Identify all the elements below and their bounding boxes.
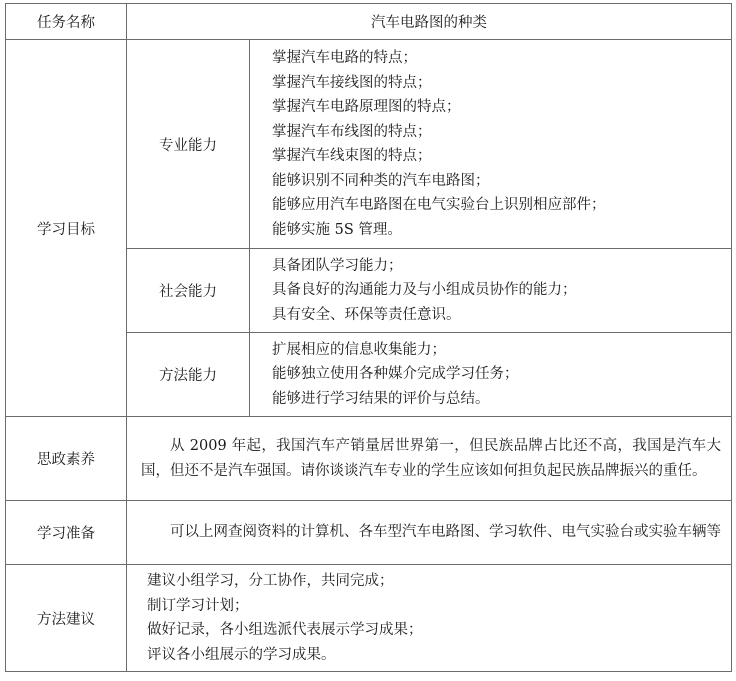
list-item: 扩展相应的信息收集能力；	[272, 341, 446, 358]
preparation-label: 学习准备	[6, 501, 127, 565]
social-ability-label: 社会能力	[127, 249, 250, 333]
list-item: 能够进行学习结果的评价与总结。	[272, 390, 490, 407]
suggestions-row	[6, 565, 732, 672]
list-item: 掌握汽车电路原理图的特点；	[272, 99, 461, 115]
list-item: 制订学习计划；	[147, 597, 249, 614]
learning-objectives-label: 学习目标	[6, 40, 127, 417]
method-suggestions-label: 方法建议	[6, 565, 127, 672]
list-item: 做好记录，各小组选派代表展示学习成果；	[147, 622, 423, 638]
list-item: 能够实施 5S 管理。	[272, 221, 402, 238]
preparation-row	[6, 501, 732, 565]
header-row	[6, 4, 732, 40]
task-name-label: 任务名称	[6, 4, 127, 40]
list-item: 具备良好的沟通能力及与小组成员协作的能力；	[272, 282, 577, 299]
ideology-row	[6, 417, 732, 501]
list-item: 掌握汽车接线图的特点；	[272, 74, 432, 91]
task-table	[5, 3, 732, 672]
professional-ability-label: 专业能力	[127, 40, 250, 249]
professional-ability-list	[250, 40, 732, 249]
preparation-text: 可以上网查阅资料的计算机、各车型汽车电路图、学习软件、电气实验台或实验车辆等	[170, 524, 721, 540]
method-ability-label: 方法能力	[127, 333, 250, 417]
list-item: 掌握汽车线束图的特点；	[272, 148, 432, 164]
ideology-label: 思政素养	[6, 417, 127, 501]
list-item: 具有安全、环保等责任意识。	[272, 306, 461, 323]
method-ability-list	[250, 333, 732, 417]
preparation-cell	[127, 501, 732, 565]
task-title: 汽车电路图的种类	[127, 4, 732, 40]
ideology-text: 从 2009 年起，我国汽车产销量居世界第一，但民族品牌占比还不高，我国是汽车大国，但还不是汽车强国。请你谈谈汽车专业的学生应该如何担负起民族品牌振兴的重任。	[141, 437, 721, 479]
method-suggestions-list	[127, 565, 732, 672]
list-item: 建议小组学习，分工协作，共同完成；	[147, 573, 394, 589]
list-item: 能够独立使用各种媒介完成学习任务；	[272, 366, 519, 383]
list-item: 具备团队学习能力；	[272, 257, 403, 274]
list-item: 能够应用汽车电路图在电气实验台上识别相应部件；	[272, 197, 606, 213]
list-item: 能够识别不同种类的汽车电路图；	[272, 172, 490, 189]
ideology-cell	[127, 417, 732, 501]
professional-row	[6, 40, 732, 249]
list-item: 掌握汽车布线图的特点；	[272, 123, 432, 140]
list-item: 掌握汽车电路的特点；	[272, 50, 417, 66]
social-ability-list	[250, 249, 732, 333]
list-item: 评议各小组展示的学习成果。	[147, 646, 336, 663]
